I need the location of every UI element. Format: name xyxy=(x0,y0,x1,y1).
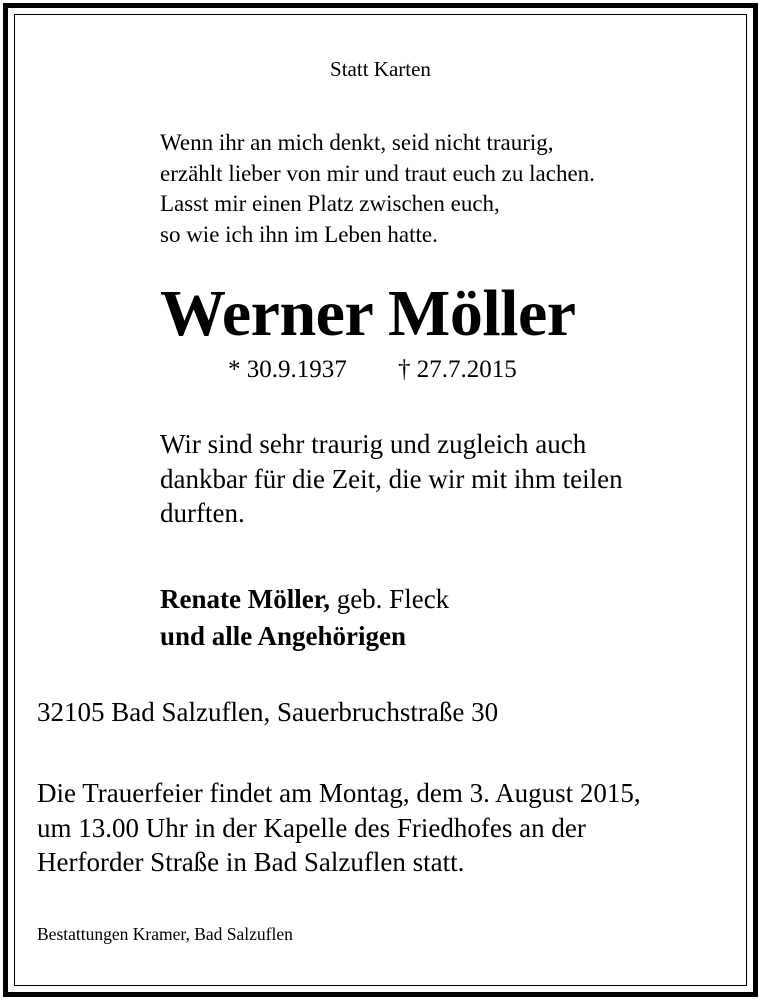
undertaker: Bestattungen Kramer, Bad Salzuflen xyxy=(37,924,293,944)
poem-line: Wenn ihr an mich denkt, seid nicht traurig, xyxy=(160,130,554,155)
primary-mourner xyxy=(160,581,449,618)
primary-mourner-maiden-name: geb. Fleck xyxy=(329,584,450,614)
ceremony-line: Die Trauerfeier findet am Montag, dem 3. August 2015, xyxy=(37,778,641,808)
address: 32105 Bad Salzuflen, Sauerbruchstraße 30 xyxy=(37,697,499,727)
death-date: † 27.7.2015 xyxy=(398,356,517,383)
deceased-name: Werner Möller xyxy=(160,277,576,350)
other-mourners: und alle Angehörigen xyxy=(160,621,407,651)
gratitude-text xyxy=(160,427,623,531)
primary-mourner-name: Renate Möller, xyxy=(160,584,330,614)
gratitude-line: dankbar für die Zeit, die wir mit ihm teilen xyxy=(160,463,623,494)
ceremony-line: Herforder Straße in Bad Salzuflen statt. xyxy=(37,847,465,877)
poem-line: so wie ich ihn im Leben hatte. xyxy=(160,221,438,247)
birth-date: * 30.9.1937 xyxy=(228,356,347,383)
gratitude-line: Wir sind sehr traurig und zugleich auch xyxy=(160,429,587,459)
poem-line: Lasst mir einen Platz zwischen euch, xyxy=(160,191,500,216)
header-statt-karten: Statt Karten xyxy=(330,57,431,81)
ceremony-info xyxy=(37,776,641,880)
poem-line: erzählt lieber von mir und traut euch zu lachen. xyxy=(160,160,595,186)
ceremony-line: um 13.00 Uhr in der Kapelle des Friedhofes an der xyxy=(37,812,586,843)
poem xyxy=(160,128,595,250)
mourners xyxy=(160,581,449,655)
gratitude-line: durften. xyxy=(160,498,245,528)
